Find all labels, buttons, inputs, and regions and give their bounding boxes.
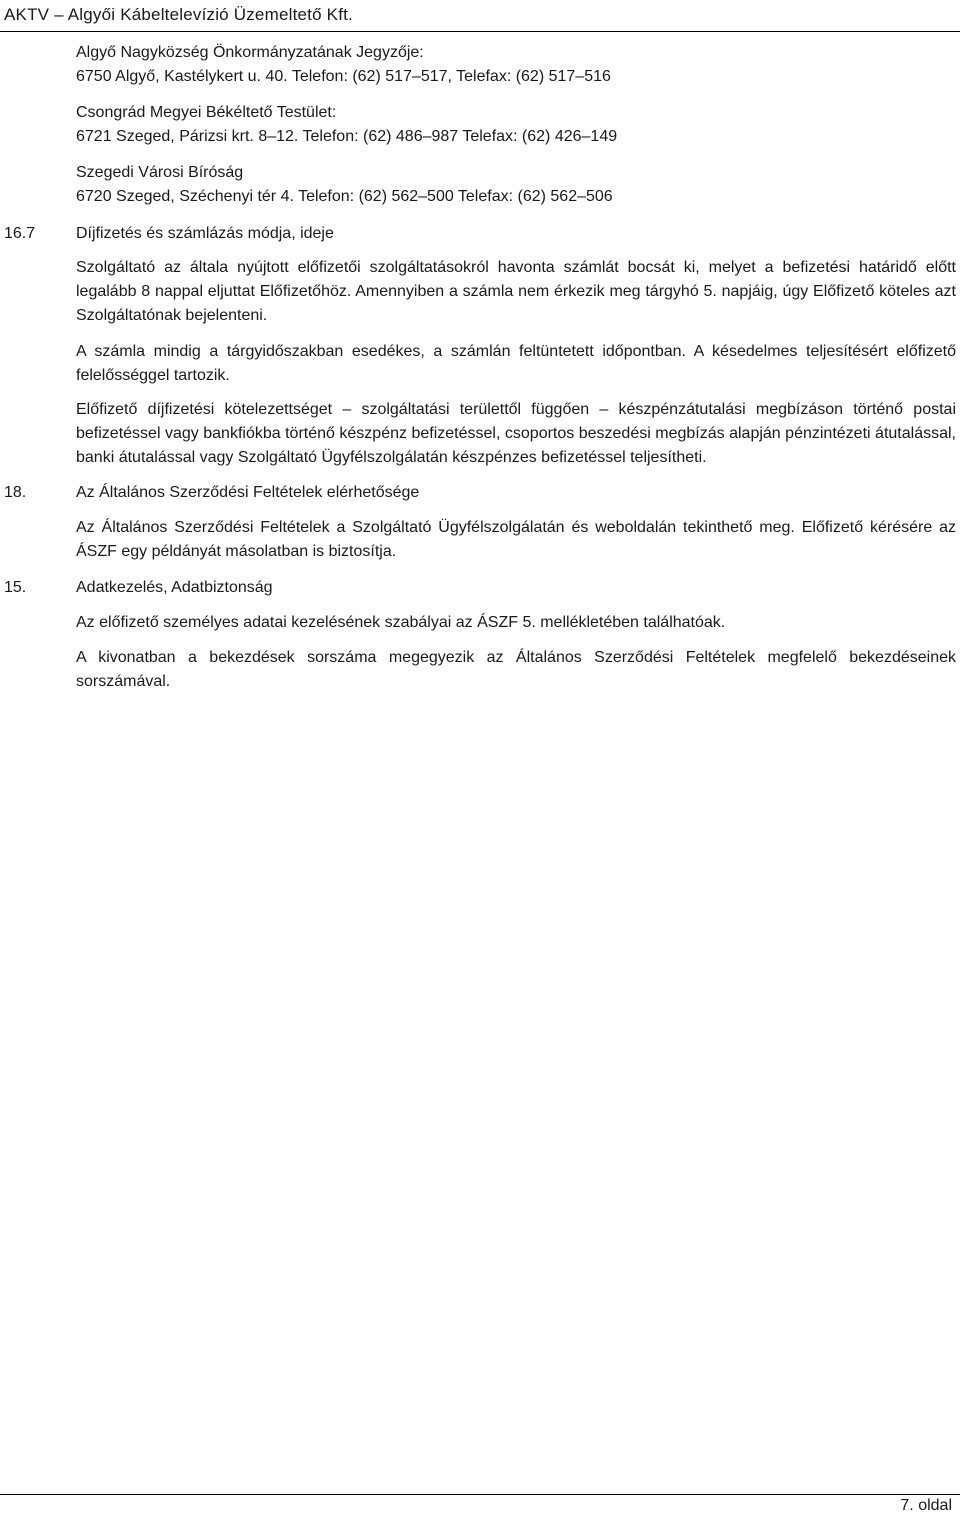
contact-address: 6750 Algyő, Kastélykert u. 40. Telefon: (62) 517–517, Telefax: (62) 517–516 — [76, 68, 611, 85]
paragraph: Az Általános Szerződési Feltételek a Szolgáltató Ügyfélszolgálatán és weboldalán tekinthető meg. Előfizető kérésére az ÁSZF egy példányát másolatban is biztosítja. — [76, 519, 956, 560]
paragraph: Előfizető díjfizetési kötelezettséget – szolgáltatási területtől függően – készpénzátutalási megbízáson történő postai befizetéssel vagy bankfiókba történő készpénz befizetéssel, csoportos beszedési megbízás alapján pénzintézeti átutalással, banki átutalással vagy Szolgáltató Ügyfélszolgálatán készpénzes befizetéssel teljesítheti. — [76, 401, 956, 466]
contact-address: 6720 Szeged, Széchenyi tér 4. Telefon: (62) 562–500 Telefax: (62) 562–506 — [76, 188, 613, 205]
section-title: Adatkezelés, Adatbiztonság — [76, 579, 273, 596]
page-header: AKTV – Algyői Kábeltelevízió Üzemeltető Kft. — [4, 5, 353, 24]
contact-address: 6721 Szeged, Párizsi krt. 8–12. Telefon: (62) 486–987 Telefax: (62) 426–149 — [76, 128, 618, 145]
paragraph: A kivonatban a bekezdések sorszáma megegyezik az Általános Szerződési Feltételek megfelelő bekezdéseinek sorszámával. — [76, 649, 956, 690]
section-title: Díjfizetés és számlázás módja, ideje — [76, 225, 334, 242]
section-title: Az Általános Szerződési Feltételek elérhetősége — [76, 484, 420, 501]
contact-block-birosag — [76, 161, 956, 209]
section-number: 15. — [4, 579, 27, 596]
contact-block-bekelteto — [76, 101, 956, 149]
contact-name: Algyő Nagyközség Önkormányzatának Jegyzője: — [76, 44, 424, 61]
contact-name: Szegedi Városi Bíróság — [76, 164, 244, 181]
paragraph: A számla mindig a tárgyidőszakban esedékes, a számlán feltüntetett időpontban. A késedelmes teljesítésért előfizető felelősséggel tartozik. — [76, 343, 956, 384]
contact-block-jegyzo — [76, 41, 956, 89]
footer-divider — [0, 1494, 960, 1495]
contact-name: Csongrád Megyei Békéltető Testület: — [76, 104, 337, 121]
paragraph: Szolgáltató az általa nyújtott előfizetői szolgáltatásokról havonta számlát bocsát ki, melyet a befizetési határidő előtt legalább 8 nappal eljuttat Előfizetőhöz. Amennyiben a számla nem érkezik meg tárgyhó 5. napjáig, úgy Előfizető köteles azt Szolgáltatónak bejelenteni. — [76, 259, 956, 324]
page-number: 7. oldal — [900, 1497, 952, 1514]
section-number: 18. — [4, 484, 27, 501]
section-number: 16.7 — [4, 225, 36, 242]
paragraph: Az előfizető személyes adatai kezelésének szabályai az ÁSZF 5. mellékletében találhatóak. — [76, 614, 726, 631]
header-divider — [0, 31, 960, 32]
